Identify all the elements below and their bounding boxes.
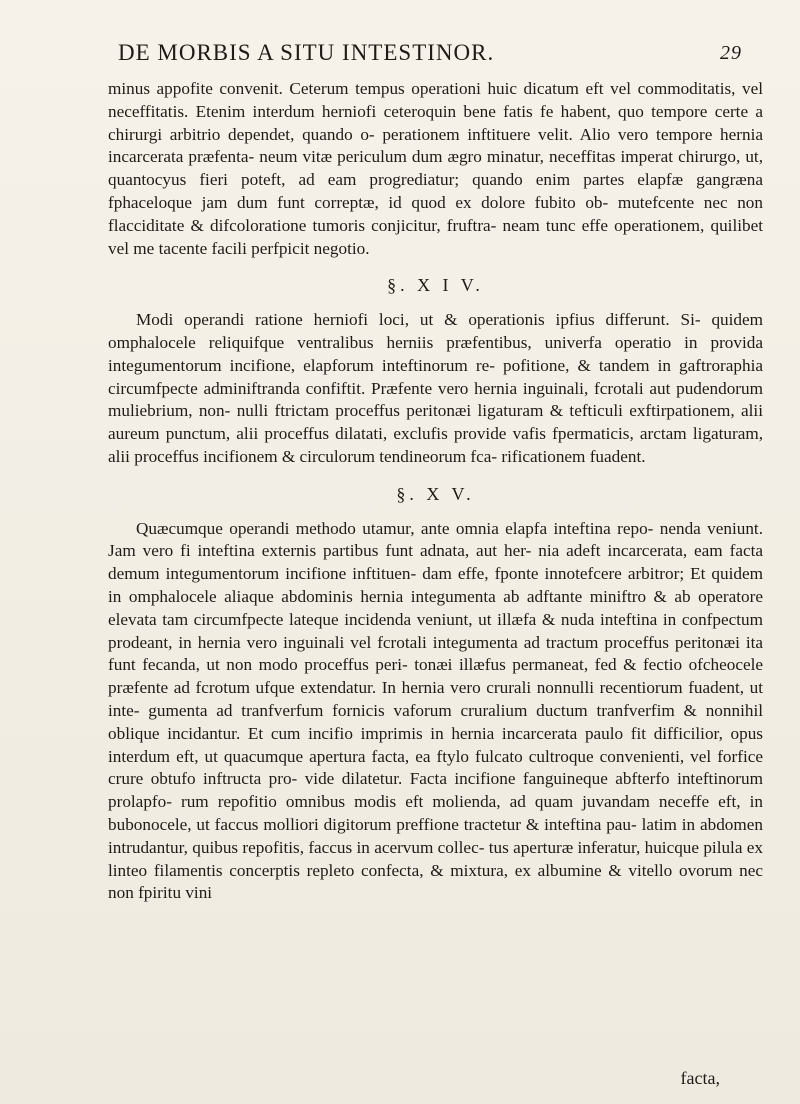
paragraph-1: minus appofite convenit. Ceterum tempus operationi huic dicatum eft vel commoditatis, vel neceffitatis. Etenim interdum herniofi ceteroquin bene fatis fe habent, quo tempore certe a chirurgi arbitrio dependet, quando o- perationem inftituere velit. Alio vero tempore hernia incarcerata præfenta- neum vitæ periculum dum ægro minatur, neceffitas imperat chirurgo, ut, quantocyus fieri poteft, ad eam progrediatur; quando enim partes elapfæ gangræna fphaceloque jam dum funt correptæ, id quod ex dolore fubito ob- mutefcente nec non flacciditate & difcoloratione tumoris conjicitur, fruftra- neam tunc effe operationem, quilibet vel me tacente facili perfpicit negotio. xyxy=(108,79,763,258)
section-heading-14: §. X I V. xyxy=(387,275,484,296)
paragraph-3: Quæcumque operandi methodo utamur, ante omnia elapfa inteftina repo- nenda veniunt. Jam vero fi inteftina externis partibus funt adnata, aut her- nia adeft incarcerata, eam facta demum integumentorum incifione inftituen- dam effe, fponte innotefcere arbitror; Et quidem in omphalocele aliaque abdominis hernia integumenta ab adftante miniftro & ab operatore elevata tam circumfpecte lateque incidenda veniunt, ut illæfa & nuda inteftina in confpectum prodeant, in hernia vero inguinali vel fcrotali integumenta ad tractum proceffus peritonæi ita funt fecanda, ut non modo proceffus peri- tonæi illæfus permaneat, fed & fectio ofcheocele præfente ad fcrotum ufque extendatur. In hernia vero crurali nonnulli recentiorum fuadent, ut inte- gumenta ad tranfverfum fornicis vaforum cruralium ductum tranfverfim & nonnihil oblique incidantur. Et cum incifio imprimis in hernia incarcerata paulo fit difficilior, opus interdum eft, ut quacumque apertura facta, ea ftylo fulcato cultroque convenienti, vel forfice crure obtufo inftructa pro- vide dilatetur. Facta incifione fanguineque abfterfo inteftinorum prolapfo- rum repofitio omnibus modis eft molienda, ad quam juvandam neceffe eft, in bubonocele, ut faccus molliori digitorum preffione tractetur & inteftina pau- latim in abdomen intrudantur, quibus repofitis, faccus in acervum collec- tus aperturæ inferatur, huicque pilula ex linteo filamentis concerptis repleto confecta, & mixtura, ex albumine & vitello ovorum nec non fpiritu vini xyxy=(108,518,763,903)
catchword: facta, xyxy=(680,1068,720,1088)
body-text xyxy=(108,78,763,905)
section-heading-15: §. X V. xyxy=(396,483,475,504)
running-title: DE MORBIS A SITU INTESTINOR. xyxy=(118,40,495,65)
paragraph-2: Modi operandi ratione herniofi loci, ut & operationis ipfius differunt. Si- quidem omphalocele reliquifque ventralibus herniis præfentibus, univerfa operatio in provida integumentorum incifione, elapforum inteftinorum re- pofitione, & tandem in gaftroraphia circumfpecte adminiftranda confiftit. Præfente vero hernia inguinali, fcrotali aut pudendorum muliebrium, non- nulli ftrictam proceffus peritonæi ligaturam & tefticuli exftirpationem, alii aureum punctum, alii proceffus dilatati, exclufis provide vafis fpermaticis, arctam ligaturam, alii proceffus incifionem & circulorum tendineorum fca- rificationem fuadent. xyxy=(108,310,763,466)
page-number: 29 xyxy=(720,42,742,64)
